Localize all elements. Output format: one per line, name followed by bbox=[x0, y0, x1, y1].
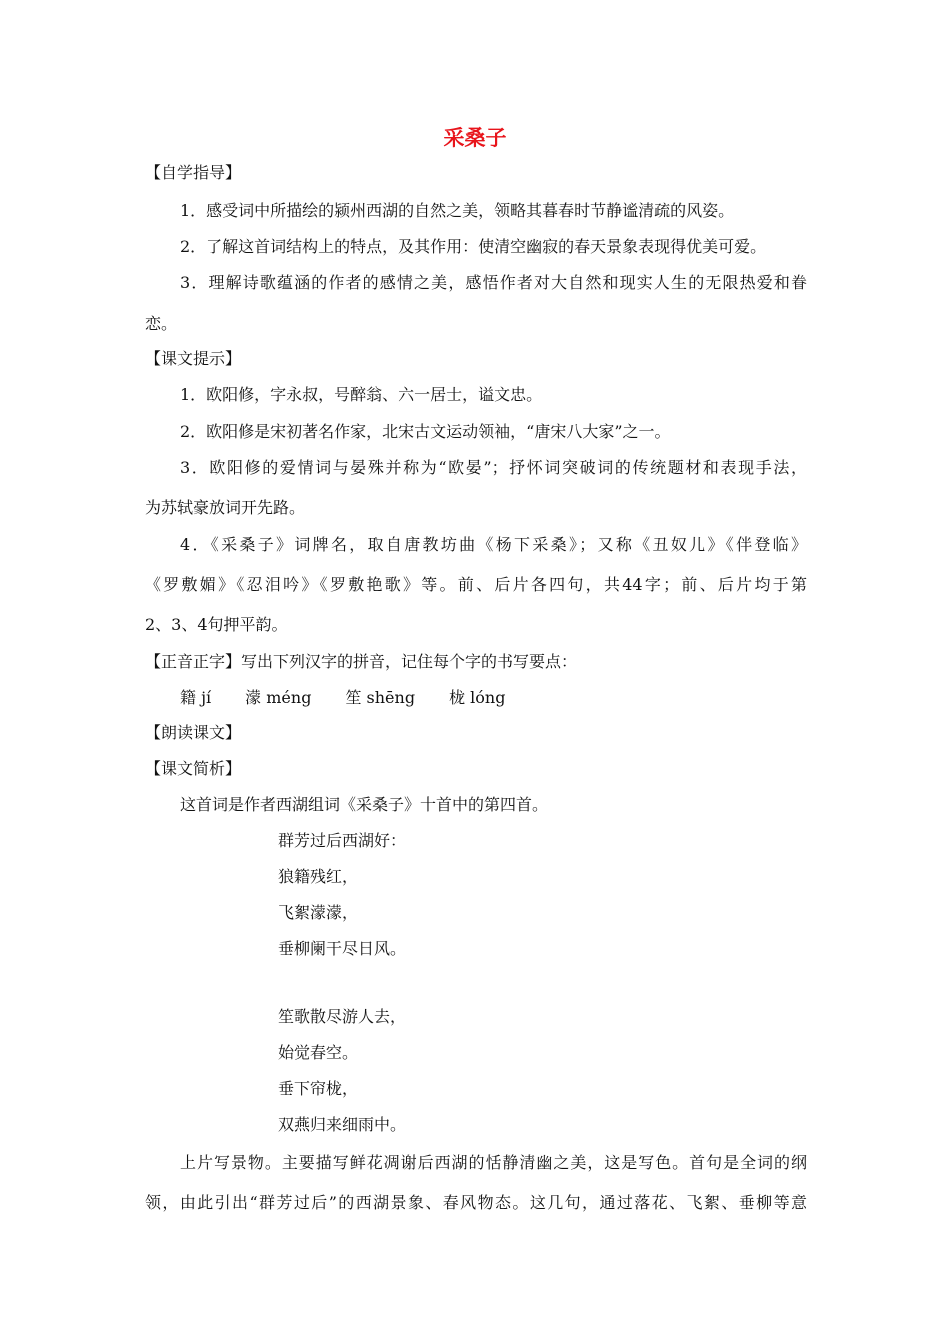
section-heading-pronunciation: 【正音正字】写出下列汉字的拼音，记住每个字的书写要点： bbox=[145, 652, 578, 671]
poem-line: 群芳过后西湖好： bbox=[278, 831, 407, 850]
analysis-paragraph-cont: 领，由此引出“群芳过后”的西湖景象、春风物态。这几句，通过落花、飞絮、垂柳等意 bbox=[145, 1193, 807, 1212]
self-study-item-1: 1．感受词中所描绘的颍州西湖的自然之美，领略其暮春时节静谧清疏的风姿。 bbox=[180, 201, 735, 220]
poem-line: 狼籍残红， bbox=[278, 867, 359, 886]
hint-item-2: 2．欧阳修是宋初著名作家，北宋古文运动领袖，“唐宋八大家”之一。 bbox=[180, 422, 671, 441]
pinyin-list bbox=[180, 687, 537, 709]
document-title: 采桑子 bbox=[443, 126, 507, 150]
hint-item-3: 3．欧阳修的爱情词与晏殊并称为“欧晏”；抒怀词突破词的传统题材和表现手法， bbox=[180, 458, 807, 477]
self-study-item-3: 3．理解诗歌蕴涵的作者的感情之美，感悟作者对大自然和现实人生的无限热爱和眷 bbox=[180, 273, 807, 292]
poem-line: 始觉春空。 bbox=[278, 1043, 359, 1062]
pinyin-item: 笙 shēng bbox=[345, 688, 416, 707]
poem-line: 垂下帘栊， bbox=[278, 1079, 359, 1098]
self-study-item-2: 2．了解这首词结构上的特点，及其作用：使清空幽寂的春天景象表现得优美可爱。 bbox=[180, 237, 767, 256]
analysis-paragraph: 上片写景物。主要描写鲜花凋谢后西湖的恬静清幽之美，这是写色。首句是全词的纲 bbox=[180, 1153, 807, 1172]
hint-item-3-cont: 为苏轼豪放词开先路。 bbox=[145, 498, 306, 517]
self-study-item-3-cont: 恋。 bbox=[145, 314, 178, 333]
poem-line: 垂柳阑干尽日风。 bbox=[278, 939, 407, 958]
section-heading-read-aloud: 【朗读课文】 bbox=[145, 723, 242, 742]
pinyin-item: 濛 méng bbox=[245, 688, 312, 707]
section-heading-self-study: 【自学指导】 bbox=[145, 163, 242, 182]
section-heading-hints: 【课文提示】 bbox=[145, 349, 242, 368]
poem-line: 飞絮濛濛， bbox=[278, 903, 359, 922]
hint-item-4-cont: 《罗敷媚》《忍泪吟》《罗敷艳歌》等。前、后片各四句，共44字；前、后片均于第 bbox=[145, 575, 807, 594]
hint-item-1: 1．欧阳修，字永叔，号醉翁、六一居士，谥文忠。 bbox=[180, 385, 543, 404]
analysis-intro: 这首词是作者西湖组词《采桑子》十首中的第四首。 bbox=[180, 795, 549, 814]
poem-line: 笙歌散尽游人去， bbox=[278, 1007, 407, 1026]
poem-line: 双燕归来细雨中。 bbox=[278, 1115, 407, 1134]
pinyin-item: 籍 jí bbox=[180, 688, 212, 707]
pinyin-item: 栊 lóng bbox=[449, 688, 506, 707]
section-heading-analysis: 【课文简析】 bbox=[145, 759, 242, 778]
hint-item-4-cont2: 2、3、4句押平韵。 bbox=[145, 615, 288, 634]
hint-item-4: 4．《采桑子》词牌名，取自唐教坊曲《杨下采桑》；又称《丑奴儿》《伴登临》 bbox=[180, 535, 807, 554]
